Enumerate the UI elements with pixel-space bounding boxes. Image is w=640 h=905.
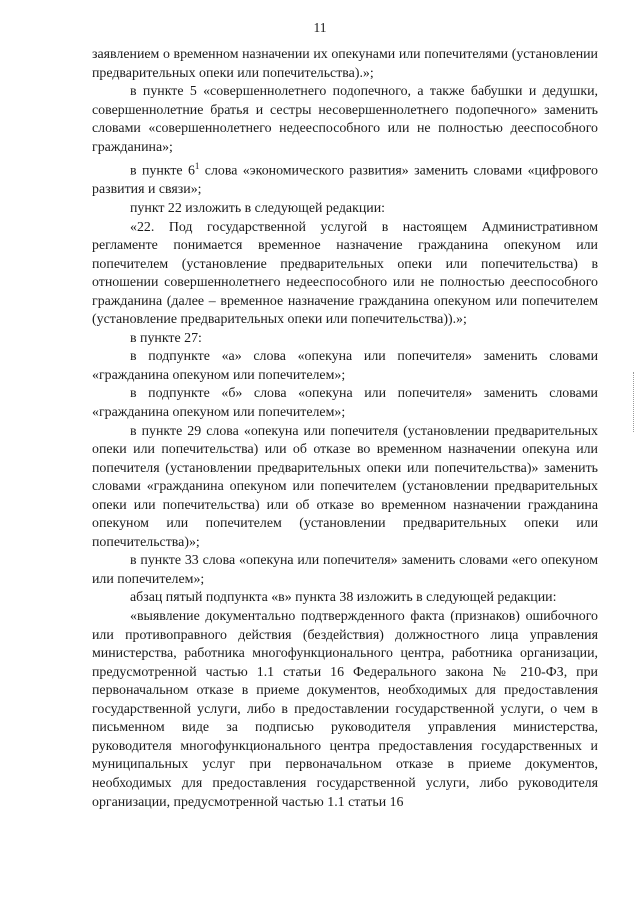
paragraph-2: в пункте 5 «совершеннолетнего подопечного, а также бабушки и дедушки, совершеннолетние братья и сестры несовершеннолетнего подопечного» заменить словами «совершеннолетнего недееспособного или не полностью дееспособного гражданина»;	[92, 84, 598, 155]
paragraph-10: в пункте 33 слова «опекуна или попечителя» заменить словами «его опекуном или попечителем»;	[92, 553, 598, 587]
paragraph-3	[92, 157, 598, 200]
paragraph-8: в подпункте «б» слова «опекуна или попечителя» заменить словами «гражданина опекуном или попечителем»;	[92, 386, 598, 421]
paragraph-6: в пункте 27:	[130, 330, 202, 346]
paragraph-11: абзац пятый подпункта «в» пункта 38 изложить в следующей редакции:	[130, 590, 557, 606]
paragraph-3-part-1: в пункте 6	[130, 163, 195, 179]
page-number: 11	[313, 20, 327, 35]
paragraph-12: «выявление документально подтвержденного факта (признаков) ошибочного или противоправного действия (бездействия) должностного лица управления министерства, работника многофункционального центра, работника организации, предусмотренной частью 1.1 статьи 16 Федерального закона № 210-ФЗ, при первоначальном отказе в приеме документов, необходимых для предоставления государственной услуги, либо в предоставлении государственной услуги, о чем в письменном виде за подписью руководителя управления министерства, руководителя многофункционального центра предоставления государственных и муниципальных услуг при первоначальном отказе в приеме документов, необходимых для предоставления государственной услуги, либо руководителя организации, предусмотренной частью 1.1 статьи 16	[92, 609, 598, 810]
paragraph-3-superscript: 1	[194, 161, 200, 172]
scan-margin-mark	[633, 372, 636, 432]
paragraph-9: в пункте 29 слова «опекуна или попечителя (установлении предварительных опеки или попечительства) или об отказе во временном назначении опекуна или попечителя (установлении предварительных опеки или попечительства)» заменить словами «гражданина опекуном или попечителем (установлении предварительных опеки или попечительства) или об отказе во временном назначении гражданина опекуном или попечителем (установлении предварительных опеки или попечительства)»;	[92, 423, 598, 550]
paragraph-4: пункт 22 изложить в следующей редакции:	[130, 201, 385, 216]
paragraph-3-part-2: слова «экономического развития» заменить словами «цифрового развития и связи»;	[92, 163, 598, 198]
paragraph-5: «22. Под государственной услугой в настоящем Административном регламенте понимается временное назначение гражданина опекуном или попечителем (установление предварительных опеки или попечительства) в отношении совершеннолетнего недееспособного или не полностью дееспособного гражданина (далее – временное назначение гражданина опекуном или попечителем (установление предварительных опеки или попечительства)).»;	[92, 219, 598, 328]
paragraph-7: в подпункте «а» слова «опекуна или попечителя» заменить словами «гражданина опекуном или попечителем»;	[92, 349, 598, 383]
paragraph-1: заявлением о временном назначении их опекунами или попечителями (установлении предварительных опеки или попечительства).»;	[92, 47, 598, 81]
document-body	[92, 46, 598, 812]
